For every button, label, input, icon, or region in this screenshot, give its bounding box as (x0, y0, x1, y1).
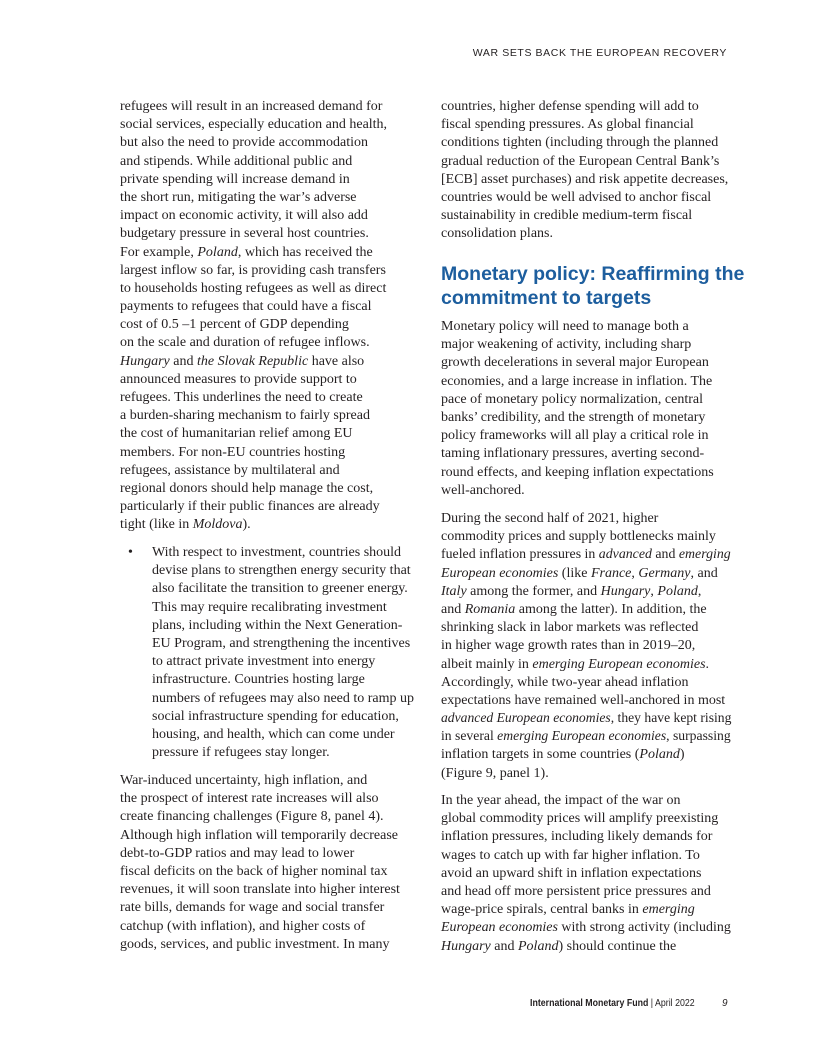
text-line: in higher wage growth rates than in 2019–20, (441, 638, 696, 654)
text-line: numbers of refugees may also need to ramp up (152, 690, 415, 706)
italic-text: emerging European economies (497, 729, 667, 745)
footer-org: International Monetary Fund (530, 998, 649, 1009)
text-segment: wage-price spirals, central banks in (441, 902, 643, 918)
text-line: (Figure 9, panel 1). (441, 765, 549, 781)
text-line: gradual reduction of the European Central Bank’s (441, 153, 720, 169)
italic-text: Hungary (120, 353, 170, 369)
text-line: but also the need to provide accommodation (120, 135, 369, 151)
text-line: global commodity prices will amplify preexisting (441, 811, 719, 827)
text-line: taming inflationary pressures, averting second- (441, 446, 705, 462)
text-line: With respect to investment, countries should (152, 545, 402, 560)
running-head: WAR SETS BACK THE EUROPEAN RECOVERY (472, 47, 727, 59)
footer-separator: | (648, 998, 656, 1009)
text-line (441, 746, 731, 764)
text-segment: , and (690, 565, 718, 581)
text-line (441, 601, 731, 619)
text-segment: , surpassing (666, 729, 731, 745)
text-line: In the year ahead, the impact of the war on (441, 793, 681, 808)
text-line: EU Program, and strengthening the incentives (152, 635, 411, 651)
text-line: rate bills, demands for wage and social transfer (120, 900, 385, 916)
text-line: economies, and a large increase in inflation. The (441, 373, 713, 389)
text-line: consolidation plans. (441, 226, 553, 242)
text-line (441, 546, 731, 564)
text-line: largest inflow so far, is providing cash transfers (120, 262, 386, 278)
italic-text: Poland (518, 938, 559, 954)
text-line (120, 353, 418, 371)
text-line (441, 583, 731, 601)
text-line: refugees will result in an increased demand for (120, 99, 383, 114)
text-line (441, 938, 731, 956)
text-line: budgetary pressure in several host countries. (120, 226, 369, 242)
text-line: During the second half of 2021, higher (441, 511, 659, 526)
text-segment: fueled inflation pressures in (441, 547, 599, 563)
text-segment: (like (558, 565, 591, 581)
text-line: pace of monetary policy normalization, central (441, 391, 704, 407)
text-line: Monetary policy will need to manage both a (441, 319, 689, 334)
text-segment: , they have kept rising (610, 711, 732, 727)
text-line: [ECB] asset purchases) and risk appetite decreases, (441, 171, 729, 187)
text-line (441, 728, 731, 746)
text-line: the cost of humanitarian relief among EU (120, 426, 353, 442)
text-line: policy frameworks will all play a critical role in (441, 428, 709, 444)
text-line: wages to catch up with far higher inflation. To (441, 847, 700, 863)
text-line: expectations have remained well-anchored in most (441, 692, 726, 708)
paragraph-refugees-demand (120, 98, 418, 535)
italic-text: Poland (639, 747, 680, 763)
text-segment: . (705, 656, 710, 672)
text-line: revenues, it will soon translate into higher interest (120, 882, 400, 898)
heading-line: Monetary policy: Reaffirming the (441, 263, 745, 285)
text-line: catchup (with inflation), and higher costs of (120, 918, 366, 934)
page-number: 9 (722, 998, 728, 1009)
text-line: well-anchored. (441, 482, 525, 498)
heading-line: commitment to targets (441, 287, 652, 309)
text-segment: , (631, 565, 639, 581)
text-line: round effects, and keeping inflation expectations (441, 464, 714, 480)
italic-text: advanced (598, 547, 652, 563)
text-line (441, 919, 730, 937)
text-line: payments to refugees that could have a fiscal (120, 299, 372, 315)
italic-text: Germany (638, 565, 691, 581)
text-line: private spending will increase demand in (120, 171, 350, 187)
text-line (441, 565, 731, 583)
text-line: plans, including within the Next Generation- (152, 617, 403, 633)
text-line: impact on economic activity, it will also add (120, 208, 368, 224)
text-line: to attract private investment into energy (152, 654, 376, 670)
paragraph-monetary-policy (441, 318, 731, 500)
text-segment: inflation targets in some countries ( (441, 747, 640, 763)
text-segment: among the latter). In addition, the (515, 601, 707, 617)
text-line: regional donors should help manage the cost, (120, 480, 374, 496)
text-line: devise plans to strengthen energy security that (152, 563, 411, 579)
text-segment: albeit mainly in (441, 656, 533, 672)
text-segment: and (169, 353, 197, 369)
text-line: This may require recalibrating investment (152, 599, 387, 615)
text-line: housing, and health, which can come under (152, 726, 395, 742)
italic-text: Hungary (441, 938, 491, 954)
bullet-icon: • (128, 545, 133, 560)
text-line: Accordingly, while two-year ahead inflation (441, 674, 689, 690)
text-segment: and (441, 601, 465, 617)
bullet-investment (152, 544, 418, 762)
text-segment: tight (like in (120, 517, 193, 533)
text-line: avoid an upward shift in inflation expectations (441, 865, 702, 881)
text-line: Although high inflation will temporarily decrease (120, 827, 398, 843)
text-line (441, 901, 731, 919)
text-segment: and (651, 547, 679, 563)
italic-text: Italy (441, 583, 467, 599)
text-segment: with strong activity (including (557, 920, 731, 936)
footer-date: April 2022 (655, 998, 695, 1009)
text-line: social infrastructure spending for education, (152, 708, 399, 724)
text-line: goods, services, and public investment. In many (120, 936, 390, 952)
text-line: conditions tighten (including through the planned (441, 135, 719, 151)
text-line: members. For non-EU countries hosting (120, 444, 346, 460)
text-line: refugees. This underlines the need to create (120, 390, 363, 405)
text-line: major weakening of activity, including sharp (441, 337, 692, 353)
italic-text: emerging European economies (532, 656, 706, 672)
text-line: fiscal spending pressures. As global financial (441, 117, 694, 133)
italic-text: Hungary (600, 583, 651, 599)
text-line: announced measures to provide support to (120, 371, 357, 387)
text-segment: ) should continue the (558, 938, 677, 954)
italic-text: emerging (678, 547, 731, 563)
text-line: cost of 0.5 –1 percent of GDP depending (120, 317, 349, 333)
text-segment: For example, (120, 244, 198, 260)
text-line: sustainability in credible medium-term fiscal (441, 208, 693, 224)
text-line: the prospect of interest rate increases will also (120, 791, 379, 807)
text-line: social services, especially education and health, (120, 117, 388, 133)
text-line (120, 244, 418, 262)
text-line: growth decelerations in several major European (441, 355, 709, 371)
text-line: the short run, mitigating the war’s adverse (120, 189, 357, 205)
text-line: War-induced uncertainty, high inflation, and (120, 773, 368, 788)
italic-text: European economies (441, 920, 558, 936)
italic-text: Moldova (192, 517, 243, 533)
text-line: countries would be well advised to anchor fiscal (441, 189, 712, 205)
text-line: also facilitate the transition to greener energy. (152, 581, 408, 597)
text-line: pressure if refugees stay longer. (152, 745, 330, 761)
text-segment: among the former, and (466, 583, 601, 599)
footer (530, 998, 695, 1009)
paragraph-year-ahead (441, 792, 731, 956)
paragraph-defense-spending (441, 98, 731, 244)
text-line: particularly if their public finances are already (120, 499, 380, 515)
paragraph-financing-challenges (120, 772, 418, 954)
text-line (441, 710, 732, 728)
section-heading-monetary-policy (441, 262, 744, 310)
italic-text: advanced European economies (441, 711, 611, 727)
text-line (441, 656, 731, 674)
italic-text: European economies (441, 565, 559, 581)
text-segment: , (650, 583, 658, 599)
text-segment: ). (242, 517, 251, 533)
text-line: and stipends. While additional public and (120, 153, 353, 169)
text-line: countries, higher defense spending will add to (441, 99, 699, 114)
text-line: infrastructure. Countries hosting large (152, 672, 365, 688)
italic-text: Poland (197, 244, 238, 260)
text-line: debt-to-GDP ratios and may lead to lower (120, 845, 355, 861)
text-line: inflation pressures, including likely demands for (441, 829, 713, 845)
italic-text: Poland (657, 583, 698, 599)
text-line: banks’ credibility, and the strength of monetary (441, 409, 706, 425)
italic-text: Romania (464, 601, 516, 617)
text-line (120, 516, 418, 534)
text-line: shrinking slack in labor markets was reflected (441, 620, 699, 636)
text-line: commodity prices and supply bottlenecks mainly (441, 529, 716, 545)
text-segment: have also (308, 353, 365, 369)
text-line: and head off more persistent price pressures and (441, 883, 711, 899)
italic-text: France (590, 565, 632, 581)
text-line: a burden-sharing mechanism to fairly spread (120, 408, 370, 424)
text-segment: , (697, 583, 702, 599)
italic-text: emerging (642, 902, 695, 918)
text-line: fiscal deficits on the back of higher nominal tax (120, 863, 388, 879)
italic-text: the Slovak Republic (197, 353, 309, 369)
paragraph-second-half-2021 (441, 510, 731, 783)
text-segment: and (490, 938, 518, 954)
text-segment: ) (679, 747, 685, 763)
text-line: to households hosting refugees as well as direct (120, 280, 387, 296)
text-line: create financing challenges (Figure 8, panel 4). (120, 809, 384, 825)
text-line: on the scale and duration of refugee inflows. (120, 335, 370, 351)
text-segment: in several (441, 729, 498, 745)
text-line: refugees, assistance by multilateral and (120, 462, 340, 478)
text-segment: , which has received the (237, 244, 373, 260)
